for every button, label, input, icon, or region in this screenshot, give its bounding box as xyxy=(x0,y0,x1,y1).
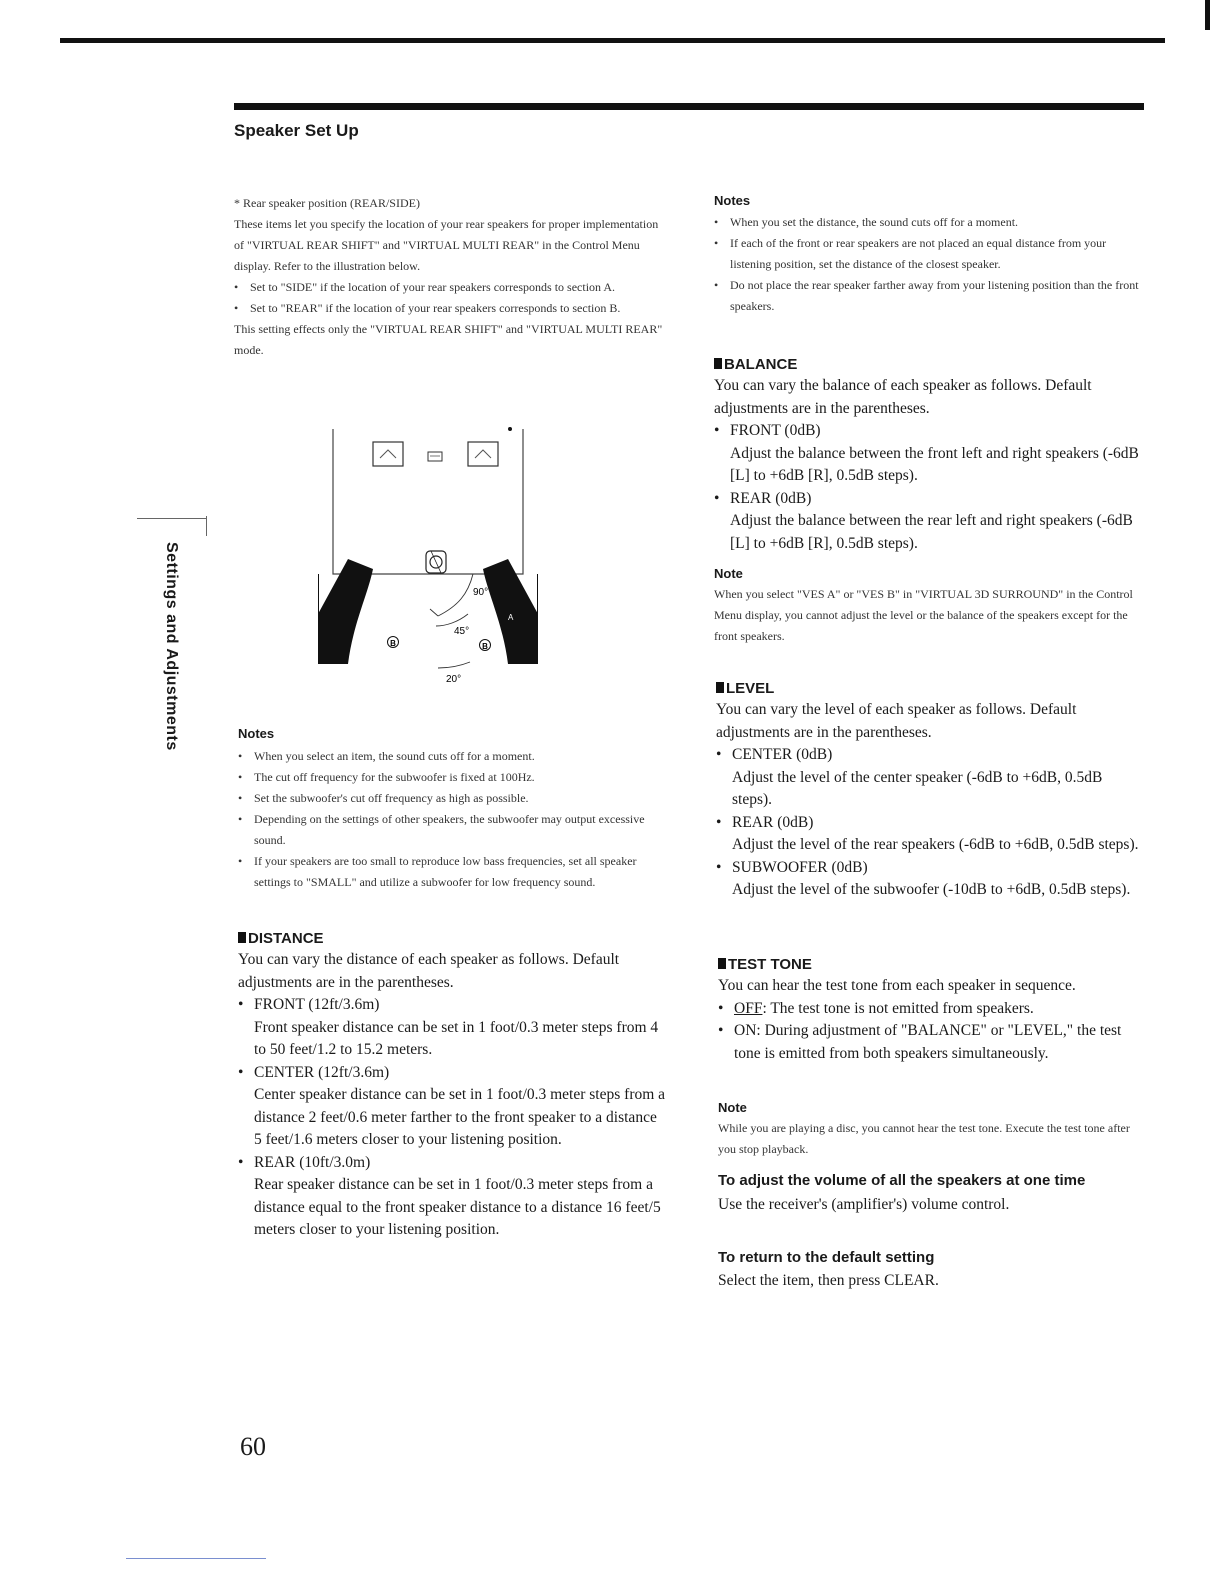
test-tone-heading: TEST TONE xyxy=(718,956,1143,973)
side-tab-label: Settings and Adjustments xyxy=(163,542,180,751)
test-tone-note-heading: Note xyxy=(718,1100,747,1115)
label-b-right: B xyxy=(482,642,488,651)
test-tone-off-desc: : The test tone is not emitted from speakers. xyxy=(762,999,1034,1017)
distance-item-desc: Center speaker distance can be set in 1 foot/0.3 meter steps from a distance 2 feet/0.6 meter farther to the front speaker to a distance 5 feet/1.6 meters closer to your listening position. xyxy=(254,1086,666,1148)
adjust-all-text: Use the receiver's (amplifier's) volume control. xyxy=(718,1196,1010,1213)
angle-20-label: 20° xyxy=(446,674,462,685)
distance-intro: You can vary the distance of each speaker as follows. Default adjustments are in the parentheses. xyxy=(238,951,620,991)
level-intro: You can vary the level of each speaker as follows. Default adjustments are in the parentheses. xyxy=(716,701,1077,741)
adjust-all-block xyxy=(718,1169,1143,1217)
front-left-speaker-icon xyxy=(373,442,403,466)
default-setting-text: Select the item, then press CLEAR. xyxy=(718,1272,939,1289)
left-notes-block xyxy=(238,726,658,893)
balance-heading: BALANCE xyxy=(714,356,1144,373)
top-rule xyxy=(60,38,1165,43)
angle-45-label: 45° xyxy=(454,626,470,637)
right-notes-block xyxy=(714,193,1144,317)
test-tone-section xyxy=(718,956,1143,1065)
balance-item-desc: Adjust the balance between the rear left and right speakers (-6dB [L] to +6dB [R], 0.5dB steps). xyxy=(730,512,1133,552)
balance-section xyxy=(714,356,1144,555)
rear-position-intro: These items let you specify the location of your rear speakers for proper implementation of "VIRTUAL REAR SHIFT" and "VIRTUAL MULTI REAR" in the Control Menu display. Refer to the illustration below. xyxy=(234,217,659,273)
speaker-position-diagram xyxy=(318,424,538,694)
arc-90 xyxy=(438,574,473,616)
default-setting-block xyxy=(718,1246,1143,1293)
left-notes-heading: Notes xyxy=(238,726,275,741)
left-note-item: • Set the subwoofer's cut off frequency as high as possible. xyxy=(238,788,658,809)
right-notes-heading: Notes xyxy=(714,193,751,208)
rear-left-area xyxy=(318,559,373,664)
listener-icon xyxy=(426,551,446,573)
balance-item-label: • FRONT (0dB) xyxy=(714,420,1144,443)
label-b-left: B xyxy=(390,639,396,648)
side-tab-tick xyxy=(206,516,207,536)
rear-position-block xyxy=(234,193,664,361)
rear-position-bullet: • Set to "REAR" if the location of your rear speakers corresponds to section B. xyxy=(234,298,664,319)
test-tone-intro: You can hear the test tone from each speaker in sequence. xyxy=(718,977,1076,994)
diagram-dot xyxy=(508,427,512,431)
level-item-label: • CENTER (0dB) xyxy=(716,744,1146,767)
arc-45 xyxy=(436,614,468,626)
section-rule xyxy=(234,103,1144,110)
left-note-item: • If your speakers are too small to reproduce low bass frequencies, set all speaker settings to "SMALL" and utilize a subwoofer for low frequency sound. xyxy=(238,851,658,893)
section-title: Speaker Set Up xyxy=(234,121,359,140)
distance-heading: DISTANCE xyxy=(238,930,668,947)
adjust-all-heading: To adjust the volume of all the speakers at one time xyxy=(718,1172,1086,1189)
right-note-item: • If each of the front or rear speakers are not placed an equal distance from your listening position, set the distance of the closest speaker. xyxy=(714,233,1144,275)
distance-item-label: • FRONT (12ft/3.6m) xyxy=(238,994,668,1017)
balance-note-text: When you select "VES A" or "VES B" in "VIRTUAL 3D SURROUND" in the Control Menu display, you cannot adjust the level or the balance of the speakers except for the front speakers. xyxy=(714,587,1133,643)
right-note-item: • When you set the distance, the sound cuts off for a moment. xyxy=(714,212,1144,233)
test-tone-off-item xyxy=(718,998,1143,1021)
distance-item-desc: Front speaker distance can be set in 1 foot/0.3 meter steps from 4 to 50 feet/1.2 to 15.2 meters. xyxy=(254,1018,659,1058)
label-a-left: A xyxy=(361,613,367,622)
diagram-svg xyxy=(318,424,538,694)
front-left-speaker-mark xyxy=(380,450,396,458)
level-item-label: • REAR (0dB) xyxy=(716,812,1146,835)
left-note-item: • Depending on the settings of other speakers, the subwoofer may output excessive sound. xyxy=(238,809,658,851)
front-right-speaker-icon xyxy=(468,442,498,466)
front-right-speaker-mark xyxy=(475,450,491,458)
default-setting-heading: To return to the default setting xyxy=(718,1249,935,1266)
rear-position-title: * Rear speaker position (REAR/SIDE) xyxy=(234,196,420,210)
rear-right-area xyxy=(483,559,538,664)
test-tone-note-block xyxy=(718,1100,1138,1160)
room-outline xyxy=(333,429,523,574)
distance-item-desc: Rear speaker distance can be set in 1 foot/0.3 meter steps from a distance equal to the front speaker distance to a distance 16 feet/5 meters closer to your listening position. xyxy=(254,1176,661,1238)
level-item-desc: Adjust the level of the center speaker (-6dB to +6dB, 0.5dB steps). xyxy=(732,768,1103,808)
level-item-desc: Adjust the level of the subwoofer (-10dB to +6dB, 0.5dB steps). xyxy=(732,881,1131,898)
left-note-item: • When you select an item, the sound cuts off for a moment. xyxy=(238,746,658,767)
level-item-desc: Adjust the level of the rear speakers (-6dB to +6dB, 0.5dB steps). xyxy=(732,836,1139,853)
page-number: 60 xyxy=(240,1432,266,1461)
test-tone-note-text: While you are playing a disc, you cannot hear the test tone. Execute the test tone after you stop playback. xyxy=(718,1121,1130,1156)
rear-position-bullet: • Set to "SIDE" if the location of your rear speakers corresponds to section A. xyxy=(234,277,664,298)
rear-position-outro: This setting effects only the "VIRTUAL REAR SHIFT" and "VIRTUAL MULTI REAR" mode. xyxy=(234,322,663,357)
balance-intro: You can vary the balance of each speaker as follows. Default adjustments are in the parentheses. xyxy=(714,377,1092,417)
distance-item-label: • CENTER (12ft/3.6m) xyxy=(238,1062,668,1085)
bottom-rule xyxy=(126,1558,266,1559)
level-item-label: • SUBWOOFER (0dB) xyxy=(716,857,1146,880)
side-tab-rule xyxy=(137,518,207,519)
right-note-item: • Do not place the rear speaker farther away from your listening position than the front speakers. xyxy=(714,275,1144,317)
level-heading: LEVEL xyxy=(716,680,1146,697)
left-note-item: • The cut off frequency for the subwoofer is fixed at 100Hz. xyxy=(238,767,658,788)
center-speaker-icon xyxy=(428,452,442,461)
arc-20 xyxy=(438,662,470,668)
balance-note-block xyxy=(714,566,1134,647)
distance-item-label: • REAR (10ft/3.0m) xyxy=(238,1152,668,1175)
label-a-right: A xyxy=(508,613,514,622)
level-section xyxy=(716,680,1146,902)
balance-item-label: • REAR (0dB) xyxy=(714,488,1144,511)
balance-item-desc: Adjust the balance between the front left and right speakers (-6dB [L] to +6dB [R], 0.5dB steps). xyxy=(730,444,1139,484)
test-tone-on-item: • ON: During adjustment of "BALANCE" or "LEVEL," the test tone is emitted from both speakers simultaneously. xyxy=(718,1020,1143,1065)
balance-note-heading: Note xyxy=(714,566,743,581)
distance-section xyxy=(238,930,668,1242)
angle-90-label: 90° xyxy=(473,587,489,598)
test-tone-off-label: OFF xyxy=(734,999,763,1017)
edge-mark xyxy=(1205,0,1210,30)
